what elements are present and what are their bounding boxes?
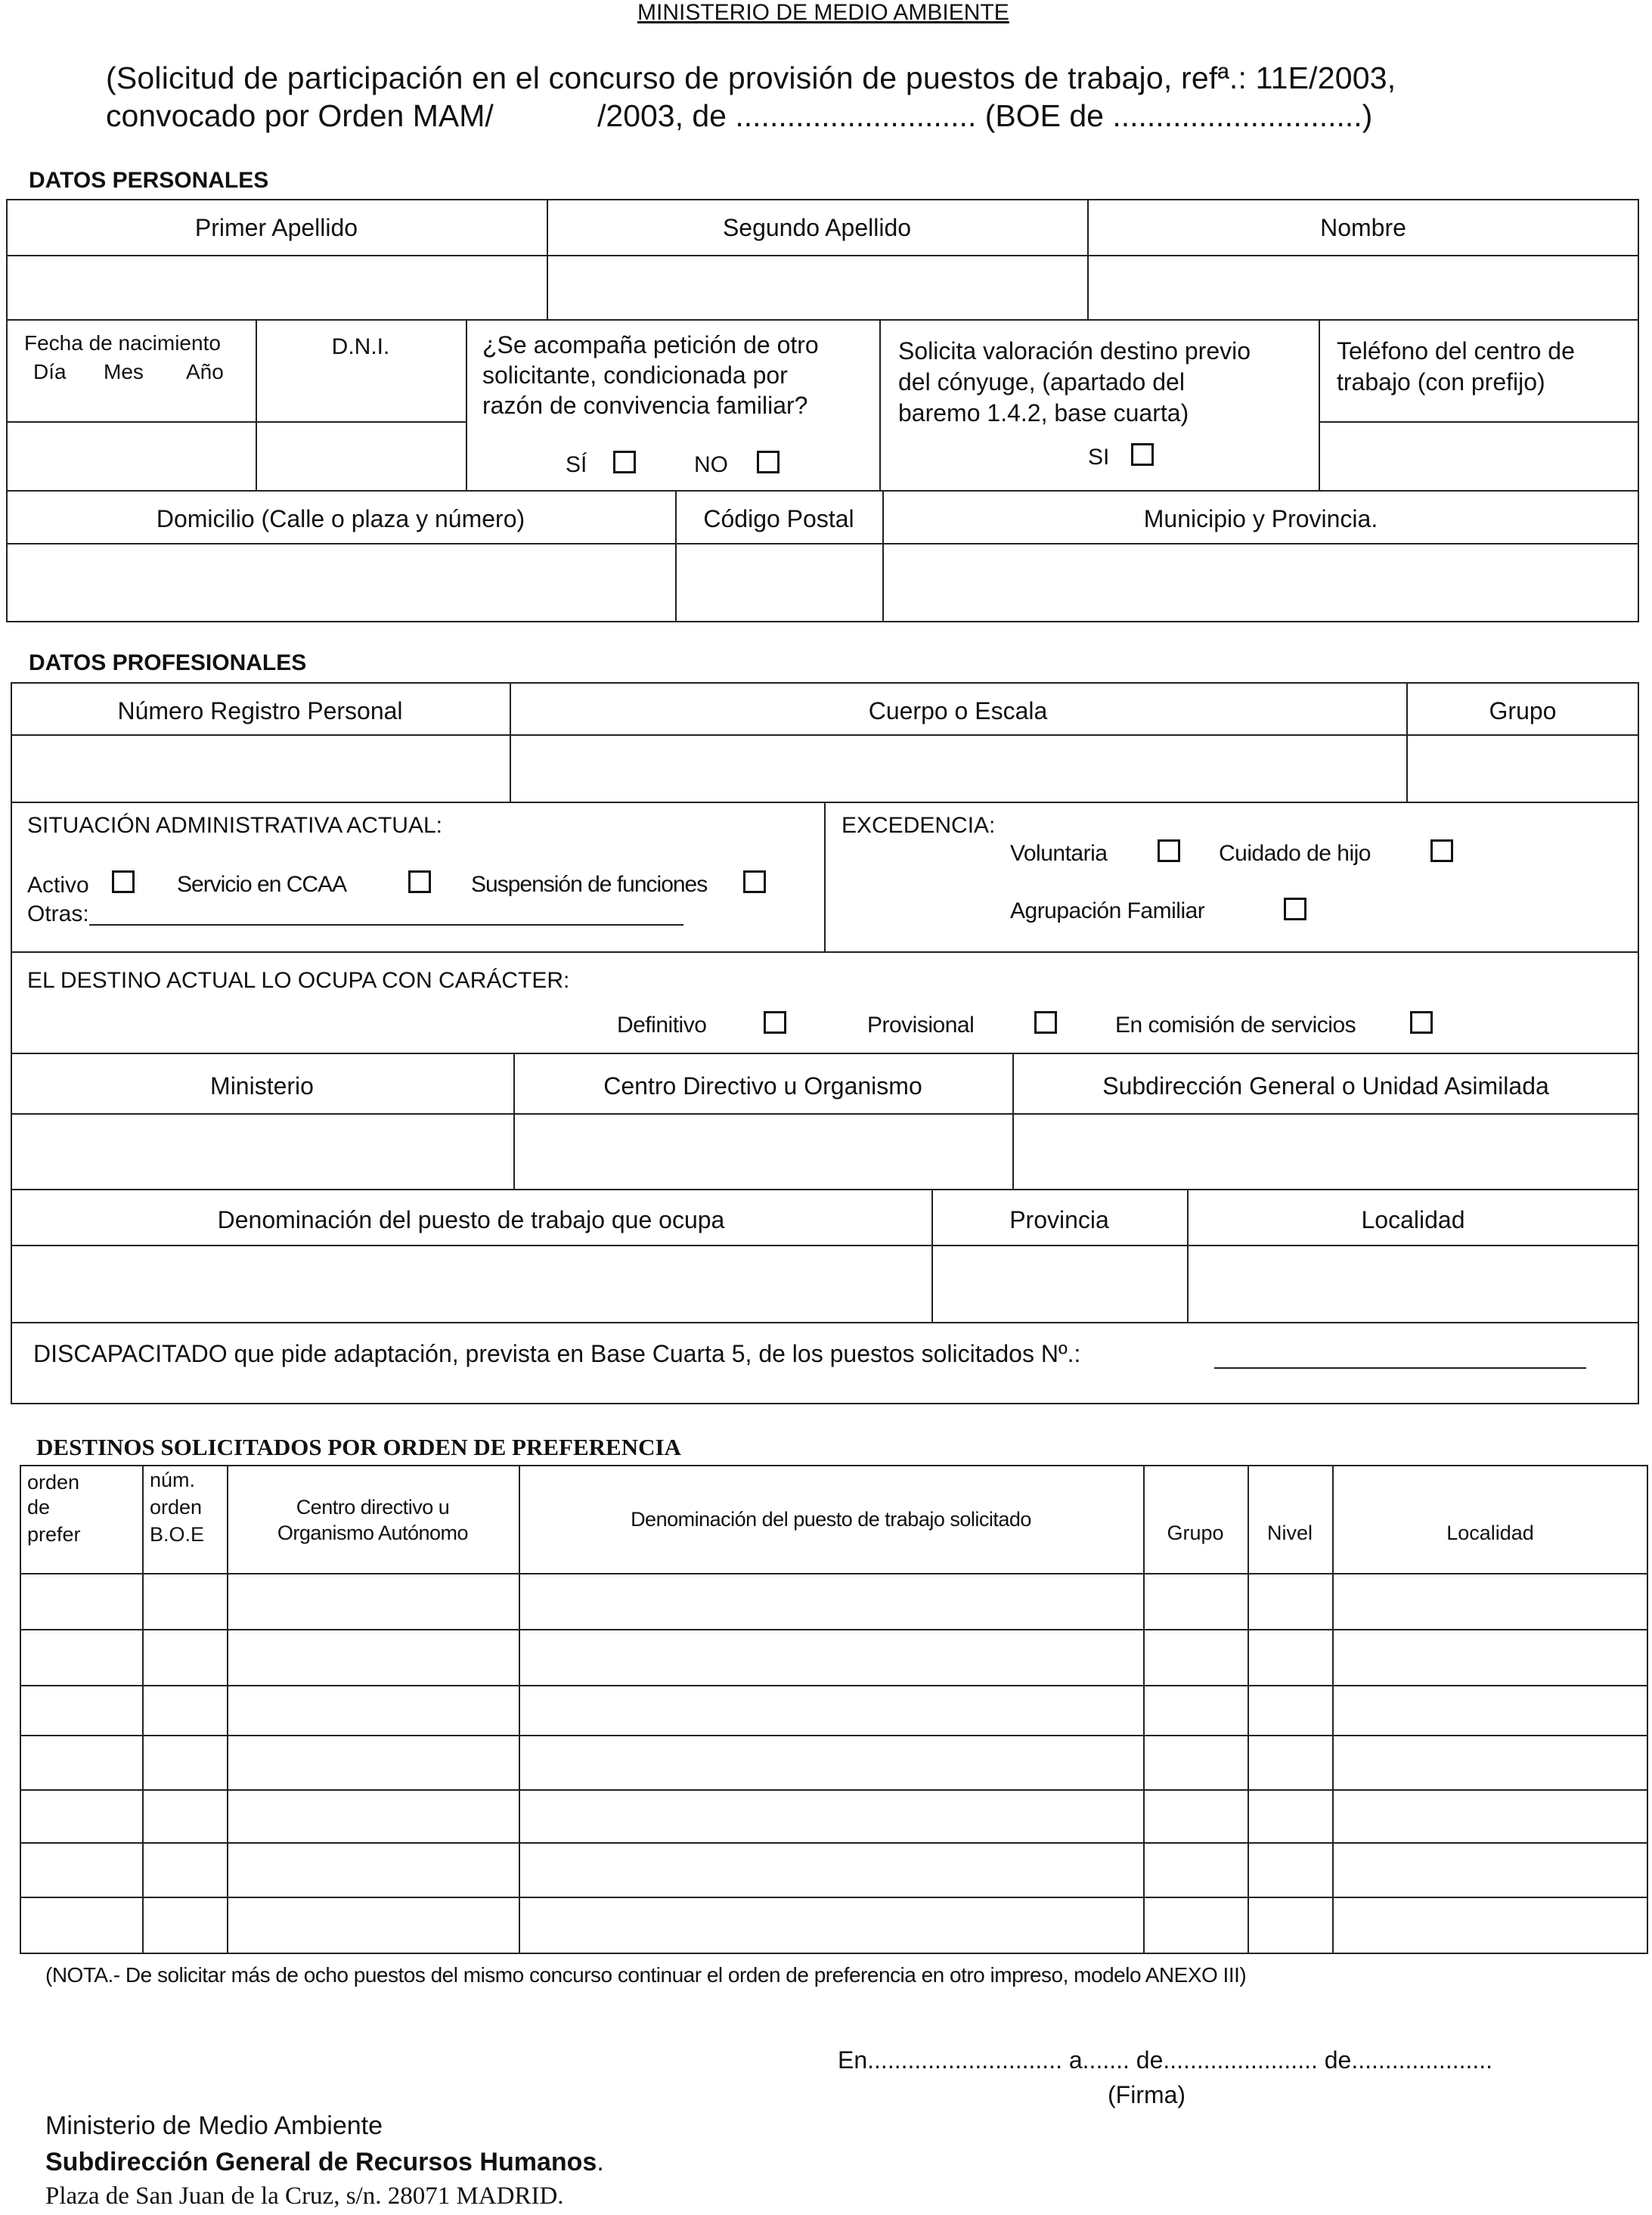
col-centro-l2: Organismo Autónomo [277,1522,469,1544]
si2-label: SI [1088,445,1110,470]
localidad-label: Localidad [1361,1206,1465,1233]
datos-profesionales-box [11,682,1639,1404]
footer-ministry: Ministerio de Medio Ambiente [45,2111,383,2140]
suspension-checkbox[interactable] [743,870,766,893]
discapacitado-field[interactable] [1214,1367,1586,1369]
ministerio-label: Ministerio [210,1072,314,1100]
centro-directivo-label: Centro Directivo u Organismo [603,1072,922,1100]
valoracion-si-checkbox[interactable] [1131,443,1154,466]
col-nivel: Nivel [1266,1522,1313,1544]
cuerpo-label: Cuerpo o Escala [868,697,1048,724]
si-label: SÍ [566,452,587,477]
agrupacion-label: Agrupación Familiar [1010,898,1205,923]
ministry-title: MINISTERIO DE MEDIO AMBIENTE [637,0,1009,25]
valoracion-line-3: baremo 1.4.2, base cuarta) [898,399,1189,427]
intro-line-2b: /2003, de ............................ (BOE de .............................) [597,98,1373,133]
cuidado-hijo-checkbox[interactable] [1430,839,1453,862]
firma-line: En............................. a....... de....................... de..................... [838,2046,1493,2074]
col-grupo: Grupo [1167,1522,1224,1544]
grupo-label: Grupo [1489,697,1557,724]
col-denominacion: Denominación del puesto de trabajo solicitado [631,1508,1031,1531]
destinos-title: DESTINOS SOLICITADOS POR ORDEN DE PREFERENCIA [36,1434,681,1460]
telefono-line-1: Teléfono del centro de [1337,337,1575,365]
col-orden-l3: prefer [27,1523,81,1546]
col-centro-l1: Centro directivo u [296,1496,450,1519]
fecha-nacimiento-label: Fecha de nacimiento [24,331,221,355]
agrupacion-checkbox[interactable] [1284,898,1306,920]
col-num-l1: núm. [150,1469,196,1491]
firma-label: (Firma) [1108,2081,1186,2108]
definitivo-checkbox[interactable] [764,1011,786,1034]
nombre-label: Nombre [1320,214,1406,241]
valoracion-line-1: Solicita valoración destino previo [898,337,1251,365]
acompana-line-3: razón de convivencia familiar? [482,392,808,419]
dia-label: Día [33,360,67,383]
servicio-ccaa-label: Servicio en CCAA [177,872,347,897]
footer-subdireccion [45,2148,604,2177]
datos-profesionales-title: DATOS PROFESIONALES [29,650,307,675]
domicilio-label: Domicilio (Calle o plaza y número) [156,505,525,532]
servicio-ccaa-checkbox[interactable] [408,870,431,893]
telefono-line-2: trabajo (con prefijo) [1337,368,1545,396]
destino-actual-label: EL DESTINO ACTUAL LO OCUPA CON CARÁCTER: [27,968,570,993]
nrp-label: Número Registro Personal [117,697,403,724]
col-localidad: Localidad [1446,1522,1534,1544]
acompana-si-checkbox[interactable] [613,451,636,473]
provisional-checkbox[interactable] [1034,1011,1057,1034]
comision-checkbox[interactable] [1410,1011,1433,1034]
voluntaria-label: Voluntaria [1010,841,1108,866]
col-num-l2: orden [150,1496,203,1519]
municipio-label: Municipio y Provincia. [1143,505,1378,532]
intro-line-1: (Solicitud de participación en el concurso de provisión de puestos de trabajo, refª.: 11E/2003, [106,60,1396,95]
excedencia-label: EXCEDENCIA: [841,813,996,838]
segundo-apellido-label: Segundo Apellido [722,214,912,241]
acompana-line-1: ¿Se acompaña petición de otro [482,331,819,358]
provisional-label: Provisional [867,1013,975,1038]
definitivo-label: Definitivo [617,1013,707,1038]
col-num-l3: B.O.E [150,1523,205,1546]
col-orden-l1: orden [27,1471,80,1494]
otras-label: Otras: [27,901,89,926]
nota-text: (NOTA.- De solicitar más de ocho puestos del mismo concurso continuar el orden de preferencia en otro impreso, modelo ANEXO III) [45,1963,1247,1987]
acompana-no-checkbox[interactable] [757,451,780,473]
col-orden-l2: de [27,1496,51,1519]
datos-personales-title: DATOS PERSONALES [29,168,269,193]
otras-field[interactable] [89,924,683,926]
voluntaria-checkbox[interactable] [1158,839,1180,862]
anio-label: Año [186,360,224,383]
dni-label: D.N.I. [331,334,390,359]
comision-label: En comisión de servicios [1115,1013,1356,1038]
no-label: NO [694,452,728,477]
primer-apellido-label: Primer Apellido [194,214,358,241]
cuidado-hijo-label: Cuidado de hijo [1219,841,1371,866]
valoracion-line-2: del cónyuge, (apartado del [898,368,1185,396]
suspension-label: Suspensión de funciones [471,872,708,897]
denominacion-label: Denominación del puesto de trabajo que ocupa [217,1206,725,1233]
codigo-postal-label: Código Postal [703,505,854,532]
footer-address: Plaza de San Juan de la Cruz, s/n. 28071 MADRID. [45,2182,564,2210]
acompana-line-2: solicitante, condicionada por [482,361,788,389]
intro-line-2a: convocado por Orden MAM/ [106,98,494,133]
provincia-label: Provincia [1009,1206,1109,1233]
footer-subdireccion-text: Subdirección General de Recursos Humanos [45,2148,597,2176]
subdireccion-label: Subdirección General o Unidad Asimilada [1102,1072,1549,1100]
discapacitado-label: DISCAPACITADO que pide adaptación, prevista en Base Cuarta 5, de los puestos solicitados Nº.: [33,1340,1081,1367]
activo-label: Activo [27,873,89,898]
activo-checkbox[interactable] [112,870,135,893]
situacion-label: SITUACIÓN ADMINISTRATIVA ACTUAL: [27,813,442,838]
mes-label: Mes [104,360,144,383]
datos-personales-box [6,199,1639,622]
footer-subdireccion-dot: . [597,2148,604,2176]
